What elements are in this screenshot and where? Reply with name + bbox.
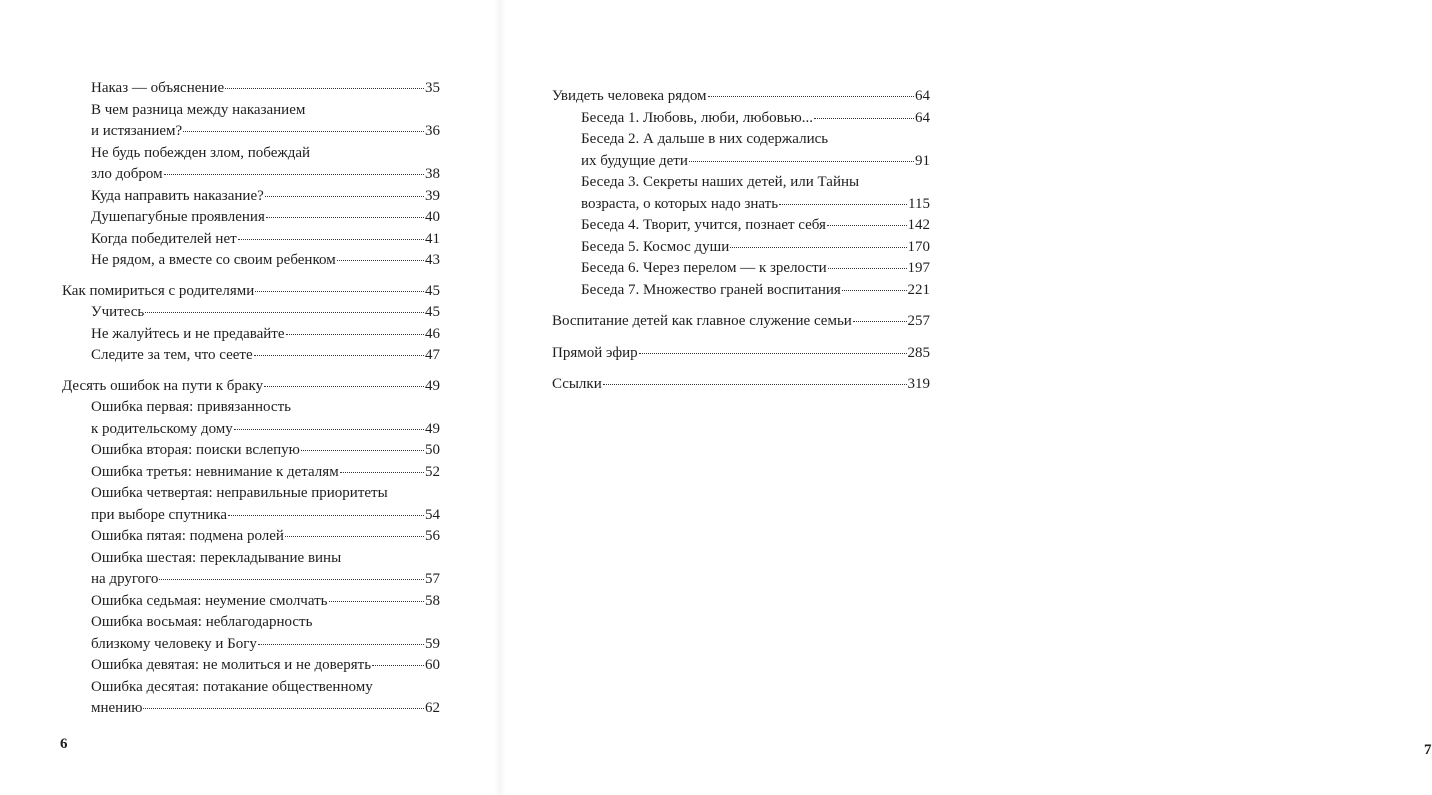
toc-page-number: 50	[425, 442, 440, 458]
toc-entry-row	[91, 186, 440, 208]
toc-section-entry	[62, 677, 440, 720]
toc-section-entry	[62, 591, 440, 613]
toc-section-entry	[62, 483, 440, 526]
toc-entry-title-line: Ошибка первая: привязанность	[91, 399, 291, 415]
dot-leader	[372, 665, 424, 666]
toc-page-number: 59	[425, 635, 440, 652]
toc-entry-title-line: Как помириться с родителями	[62, 282, 255, 299]
dot-leader	[301, 450, 424, 451]
toc-page-number: 64	[915, 109, 930, 126]
toc-page-number: 36	[425, 123, 440, 139]
toc-page-number: 49	[425, 377, 440, 394]
toc-entry-title-line: мнению	[91, 700, 143, 716]
toc-section-entry	[62, 345, 440, 367]
toc-page-number: 45	[425, 282, 440, 299]
dot-leader	[708, 96, 914, 97]
toc-section-entry	[552, 172, 930, 215]
toc-page-number: 52	[425, 463, 440, 480]
toc-section-entry	[62, 302, 440, 324]
toc-entry-title-line: Куда направить наказание?	[91, 187, 264, 204]
toc-entry-title-line: зло добром	[91, 166, 163, 182]
dot-leader	[255, 291, 424, 292]
toc-page-number: 41	[425, 230, 440, 247]
toc-list-left	[62, 78, 440, 720]
dot-leader	[329, 601, 424, 602]
toc-entry-row	[581, 151, 930, 173]
toc-section-entry	[552, 237, 930, 259]
toc-chapter-entry	[552, 311, 930, 333]
toc-entry-title-line: Беседа 3. Секреты наших детей, или Тайны	[581, 174, 860, 190]
dot-leader	[814, 118, 914, 119]
dot-leader	[828, 268, 907, 269]
dot-leader	[266, 217, 424, 218]
toc-page-number: 35	[425, 80, 440, 96]
toc-entry-row	[91, 419, 440, 441]
dot-leader	[159, 579, 424, 580]
toc-entry-row	[91, 569, 440, 591]
toc-entry-row	[552, 86, 930, 108]
toc-page-number: 40	[425, 209, 440, 225]
toc-section-entry	[62, 186, 440, 208]
toc-entry-row	[581, 237, 930, 259]
toc-entry-row	[581, 108, 930, 130]
toc-page-number: 46	[425, 325, 440, 342]
toc-entry-title-line: Беседа 6. Через перелом — к зрелости	[581, 260, 827, 276]
dot-leader	[639, 353, 907, 354]
toc-entry-row	[581, 194, 930, 216]
toc-entry-title-line: Не рядом, а вместе со своим ребенком	[91, 252, 336, 268]
page-number-left: 6	[60, 736, 68, 752]
toc-entry-title-line: Ошибка четвертая: неправильные приоритеты	[91, 485, 388, 501]
toc-chapter-entry	[62, 376, 440, 398]
left-page	[0, 0, 500, 795]
dot-leader	[340, 472, 424, 473]
toc-entry-title-line: и истязанием?	[91, 123, 183, 139]
toc-entry-row	[91, 207, 440, 229]
toc-entry-title-line: Следите за тем, что сеете	[91, 347, 253, 363]
toc-entry-title-line: Ссылки	[552, 376, 602, 392]
dot-leader	[225, 88, 424, 89]
toc-entry-title-line: Десять ошибок на пути к браку	[62, 377, 264, 394]
toc-entry-title-line: Прямой эфир	[552, 344, 638, 361]
toc-section-entry	[62, 143, 440, 186]
toc-section-entry	[552, 215, 930, 237]
toc-entry-title-line: Ошибка седьмая: неумение смолчать	[91, 592, 328, 609]
toc-page-number: 64	[915, 88, 930, 104]
toc-entry-title-line: Беседа 5. Космос души	[581, 238, 730, 255]
toc-entry-title-line: Ошибка десятая: потакание общественному	[91, 678, 373, 695]
toc-entry-title-line: Ошибка восьмая: неблагодарность	[91, 614, 313, 630]
dot-leader	[730, 247, 906, 248]
dot-leader	[842, 290, 907, 291]
toc-section-entry	[62, 397, 440, 440]
toc-page-number: 57	[425, 571, 440, 587]
dot-leader	[827, 225, 907, 226]
toc-entry-row	[91, 164, 440, 186]
toc-page-number: 43	[425, 252, 440, 268]
toc-section-entry	[62, 78, 440, 100]
toc-page-number: 60	[425, 657, 440, 673]
dot-leader	[603, 384, 907, 385]
toc-entry-title-line: Ошибка пятая: подмена ролей	[91, 528, 284, 544]
toc-section-entry	[62, 526, 440, 548]
toc-section-entry	[62, 612, 440, 655]
toc-entry-title-line: возраста, о которых надо знать	[581, 195, 779, 212]
toc-section-entry	[62, 324, 440, 346]
toc-entry-row	[91, 526, 440, 548]
toc-entry-title-line: Беседа 2. А дальше в них содержались	[581, 131, 829, 147]
toc-section-entry	[62, 229, 440, 251]
toc-entry-title-line: Ошибка вторая: поиски вслепую	[91, 442, 300, 458]
toc-entry-title-line: их будущие дети	[581, 152, 688, 169]
dot-leader	[238, 239, 424, 240]
toc-section-entry	[552, 280, 930, 302]
toc-page-number: 56	[425, 528, 440, 544]
toc-entry-row	[62, 281, 440, 303]
dot-leader	[779, 204, 907, 205]
toc-section-entry	[552, 258, 930, 280]
dot-leader	[254, 355, 424, 356]
dot-leader	[234, 429, 424, 430]
toc-entry-title-line: Беседа 4. Творит, учится, познает себя	[581, 217, 826, 233]
toc-page-number: 45	[425, 304, 440, 320]
toc-entry-row	[552, 343, 930, 365]
toc-entry-title-line: Когда победителей нет	[91, 230, 237, 247]
right-page	[500, 0, 1432, 795]
toc-section-entry	[62, 207, 440, 229]
toc-entry-row	[91, 324, 440, 346]
toc-chapter-entry	[552, 343, 930, 365]
toc-entry-row	[581, 258, 930, 280]
toc-entry-title-line: Ошибка шестая: перекладывание вины	[91, 549, 342, 566]
dot-leader	[286, 334, 424, 335]
toc-section-entry	[552, 129, 930, 172]
toc-entry-title-line: при выборе спутника	[91, 506, 228, 523]
dot-leader	[689, 161, 914, 162]
toc-section-entry	[62, 462, 440, 484]
toc-page-number: 58	[425, 592, 440, 609]
toc-entry-title-line: Ошибка девятая: не молиться и не доверять	[91, 657, 372, 673]
toc-entry-row	[581, 280, 930, 302]
toc-entry-title-line: Увидеть человека рядом	[552, 88, 707, 104]
dot-leader	[258, 644, 424, 645]
toc-entry-row	[91, 250, 440, 272]
toc-page-number: 62	[425, 700, 440, 716]
toc-entry-title-line: Душепагубные проявления	[91, 209, 265, 225]
dot-leader	[337, 260, 424, 261]
toc-entry-row	[91, 698, 440, 720]
toc-chapter-entry	[552, 374, 930, 396]
toc-entry-row	[91, 345, 440, 367]
toc-entry-row	[91, 634, 440, 656]
toc-entry-title-line: близкому человеку и Богу	[91, 635, 257, 652]
toc-page-number: 54	[425, 506, 440, 523]
toc-entry-title-line: Наказ — объяснение	[91, 80, 225, 96]
toc-entry-row	[581, 215, 930, 237]
toc-entry-title-line: Беседа 1. Любовь, люби, любовью...	[581, 109, 813, 126]
toc-page-number: 39	[425, 187, 440, 204]
toc-entry-title-line: Ошибка третья: невнимание к деталям	[91, 463, 339, 480]
dot-leader	[183, 131, 424, 132]
toc-page-number: 91	[915, 152, 930, 169]
toc-page-number: 257	[907, 313, 930, 329]
toc-entry-title-line: Учитесь	[91, 304, 145, 320]
toc-page-number: 170	[907, 238, 930, 255]
dot-leader	[853, 321, 907, 322]
toc-entry-title-line: Беседа 7. Множество граней воспитания	[581, 281, 841, 298]
toc-page-number: 115	[908, 195, 930, 212]
toc-page-number: 197	[907, 260, 930, 276]
page-number-right: 7	[1424, 742, 1432, 758]
toc-page-number: 285	[907, 344, 930, 361]
toc-entry-row	[91, 462, 440, 484]
dot-leader	[228, 515, 424, 516]
toc-section-entry	[62, 548, 440, 591]
toc-page-number: 319	[907, 376, 930, 392]
toc-page-number: 47	[425, 347, 440, 363]
toc-page-number: 38	[425, 166, 440, 182]
toc-chapter-entry	[552, 86, 930, 108]
toc-page-number: 142	[907, 217, 930, 233]
dot-leader	[285, 536, 424, 537]
toc-entry-title-line: Воспитание детей как главное служение семьи	[552, 313, 852, 329]
toc-entry-title-line: Не будь побежден злом, побеждай	[91, 144, 311, 161]
toc-entry-row	[91, 78, 440, 100]
toc-entry-row	[552, 311, 930, 333]
toc-entry-row	[91, 229, 440, 251]
dot-leader	[143, 708, 424, 709]
toc-entry-title-line: на другого	[91, 571, 159, 587]
toc-page-number: 49	[425, 420, 440, 437]
toc-entry-row	[91, 121, 440, 143]
toc-chapter-entry	[62, 281, 440, 303]
toc-list-right	[552, 86, 930, 396]
toc-entry-row	[91, 440, 440, 462]
toc-entry-row	[91, 591, 440, 613]
dot-leader	[145, 312, 424, 313]
toc-entry-title-line: к родительскому дому	[91, 420, 233, 437]
dot-leader	[264, 386, 424, 387]
dot-leader	[164, 174, 424, 175]
toc-entry-row	[91, 655, 440, 677]
toc-section-entry	[552, 108, 930, 130]
toc-entry-title-line: Не жалуйтесь и не предавайте	[91, 325, 285, 342]
toc-entry-row	[91, 505, 440, 527]
toc-entry-row	[552, 374, 930, 396]
toc-entry-row	[91, 302, 440, 324]
dot-leader	[265, 196, 424, 197]
toc-section-entry	[62, 655, 440, 677]
toc-page-number: 221	[907, 281, 930, 298]
toc-section-entry	[62, 250, 440, 272]
toc-section-entry	[62, 440, 440, 462]
toc-entry-row	[62, 376, 440, 398]
toc-entry-title-line: В чем разница между наказанием	[91, 101, 306, 118]
toc-section-entry	[62, 100, 440, 143]
